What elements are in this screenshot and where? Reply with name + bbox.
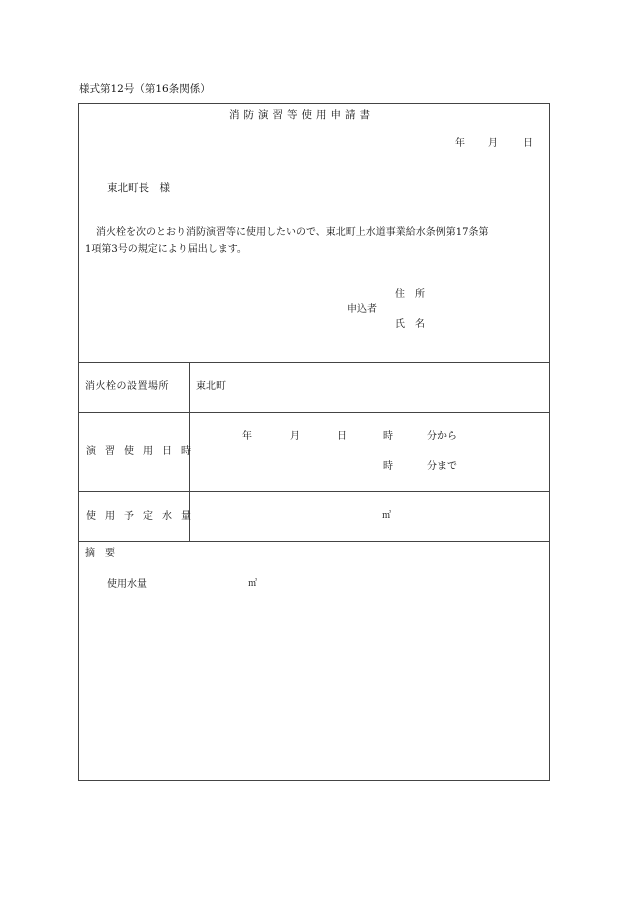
usage-volume-unit[interactable]: ㎥ <box>248 579 258 589</box>
applicant-name-label: 氏 名 <box>395 319 425 330</box>
body-text-line2: 1項第3号の規定により届出します。 <box>85 244 247 255</box>
datetime-month[interactable]: 月 <box>290 431 300 442</box>
remarks-label: 摘 要 <box>85 548 115 559</box>
addressee: 東北町長 様 <box>107 182 170 194</box>
datetime-hour-from[interactable]: 時 <box>383 431 393 442</box>
applicant-address-label: 住 所 <box>395 289 425 300</box>
datetime-year[interactable]: 年 <box>242 431 252 442</box>
date-year: 年 <box>455 138 465 149</box>
body-text-line1: 消火栓を次のとおり消防演習等に使用したいので、東北町上水道事業給水条例第17条第 <box>96 227 489 238</box>
location-value[interactable]: 東北町 <box>196 381 226 392</box>
datetime-minute-to[interactable]: 分まで <box>427 461 457 472</box>
location-label: 消火栓の設置場所 <box>85 381 169 392</box>
divider-header <box>78 362 550 363</box>
form-title: 消防演習等使用申請書 <box>229 109 374 121</box>
datetime-day[interactable]: 日 <box>337 431 347 442</box>
datetime-hour-to[interactable]: 時 <box>383 461 393 472</box>
applicant-label: 申込者 <box>347 304 377 315</box>
date-month: 月 <box>488 138 498 149</box>
date-day: 日 <box>523 138 533 149</box>
divider-water <box>78 541 550 542</box>
usage-volume-label: 使用水量 <box>107 579 147 590</box>
divider-datetime <box>78 491 550 492</box>
form-frame <box>78 103 550 781</box>
datetime-label: 演習使用日時 <box>86 446 200 457</box>
form-number: 様式第12号（第16条関係） <box>79 83 211 95</box>
water-volume-unit[interactable]: ㎥ <box>382 511 392 521</box>
divider-location <box>78 412 550 413</box>
water-volume-label: 使用予定水量 <box>86 511 200 522</box>
datetime-minute-from[interactable]: 分から <box>427 431 457 442</box>
